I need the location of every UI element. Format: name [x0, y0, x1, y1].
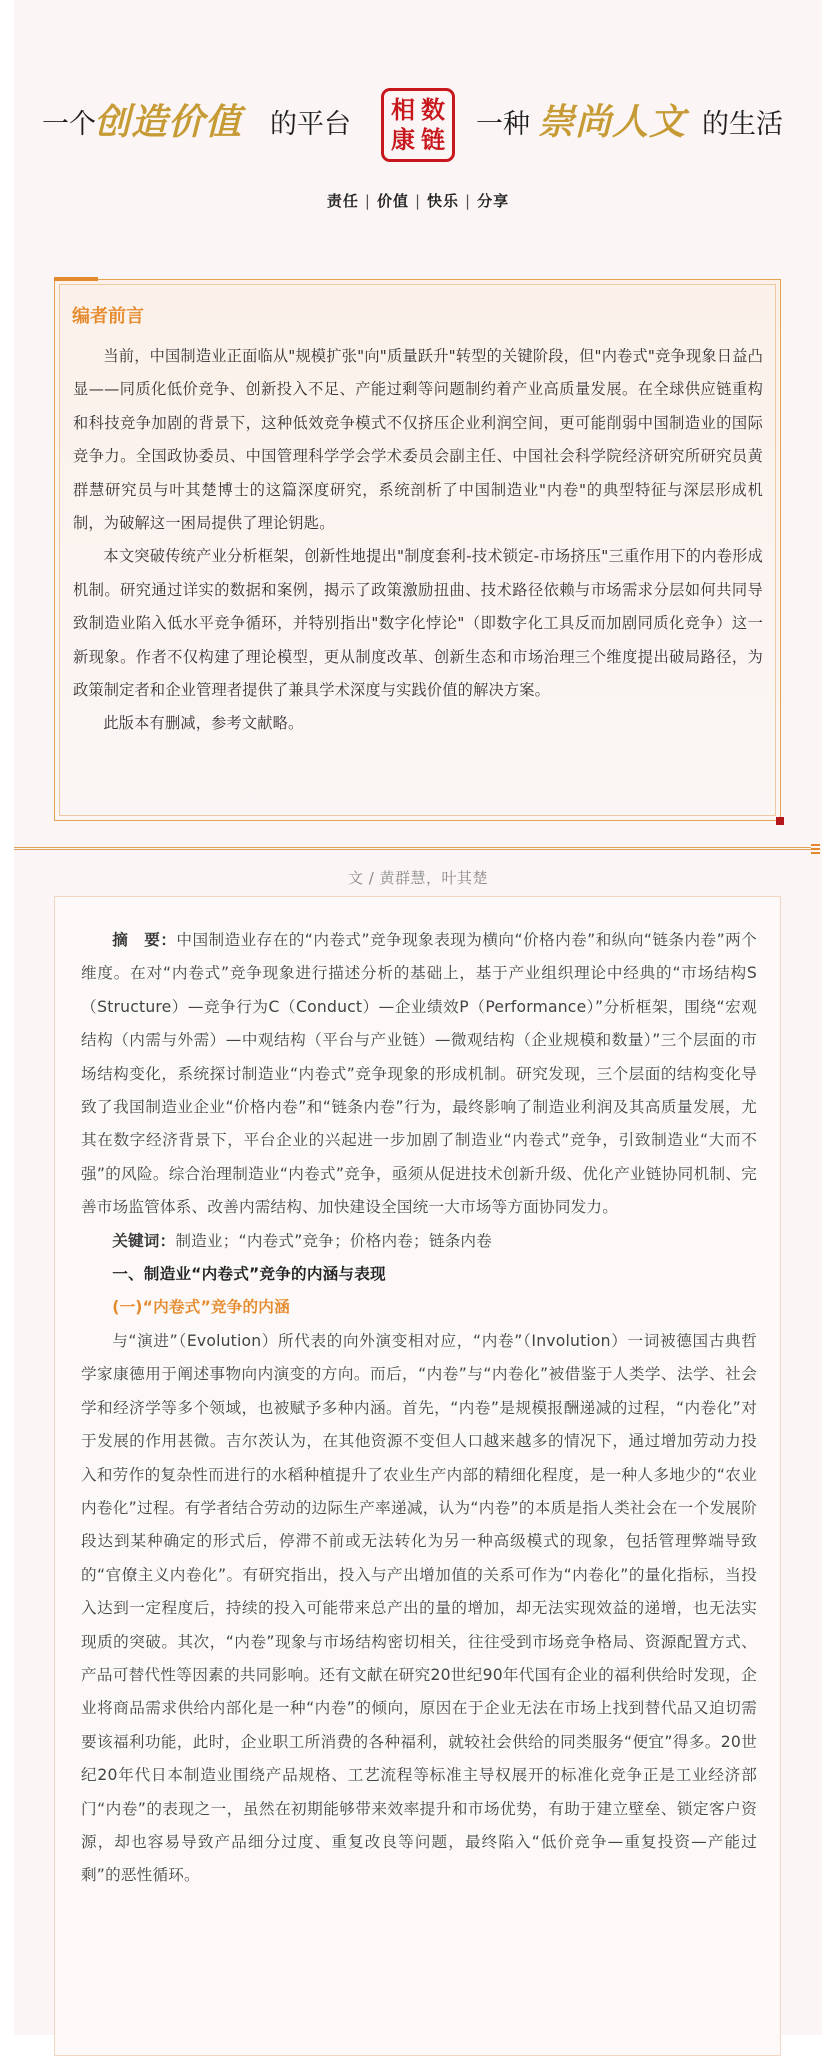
body-paragraph: 与“演进”（Evolution）所代表的向外演变相对应，“内卷”（Involution）一词被德国古典哲学家康德用于阐述事物向内演变的方向。而后，“内卷”与“内卷化”被借鉴于人类学、法学、社会学和经济学等多个领域，也被赋予多种内涵。首先，“内卷”是规模报酬递减的过程，“内卷化”对于发展的作用甚微。吉尔茨认为，在其他资源不变但人口越来越多的情况下，通过增加劳动力投入和劳作的复杂性而进行的水稻种植提升了农业生产内部的精细化程度，是一种人多地少的“农业内卷化”过程。有学者结合劳动的边际生产率递减，认为“内卷”的本质是指人类社会在一个发展阶段达到某种确定的形式后，停滞不前或无法转化为另一种高级模式的现象，包括管理弊端导致的“官僚主义内卷化”。有研究指出，投入与产出增加值的关系可作为“内卷化”的量化指标，当投入达到一定程度后，持续的投入可能带来总产出的量的增加，却无法实现效益的递增，也无法实现质的突破。其次，“内卷”现象与市场结构密切相关，往往受到市场竞争格局、资源配置方式、产品可替代性等因素的共同影响。还有文献在研究20世纪90年代国有企业的福利供给时发现，企业将商品需求供给内部化是一种“内卷”的倾向，原因在于企业无法在市场上找到替代品又迫切需要该福利功能，此时，企业职工所消费的各种福利，就较社会供给的同类服务“便宜”得多。20世纪20年代日本制造业围绕产品规格、工艺流程等标准主导权展开的标准化竞争正是工业经济部门“内卷”的表现之一，虽然在初期能够带来效率提升和市场优势，有助于建立壁垒、锁定客户资源，却也容易导致产品细分过度、重复改良等问题，最终陷入“低价竞争—重复投资—产能过剩”的恶性循环。 — [81, 1331, 757, 1885]
editor-note-body — [73, 340, 763, 741]
abstract-label: 摘 要： — [112, 931, 177, 949]
page — [14, 0, 822, 2035]
seal-char: 相 — [391, 95, 415, 124]
tagline-item: 分享 — [477, 192, 510, 210]
slogan-left-prefix: 一个 — [42, 109, 96, 140]
author-byline: 文 / 黄群慧，叶其楚 — [347, 869, 489, 887]
seal-char: 链 — [421, 125, 445, 154]
slogan-right-suffix: 的生活 — [702, 109, 783, 140]
keywords-label: 关键词： — [112, 1231, 176, 1250]
box-corner-mark — [776, 817, 784, 825]
editor-note-title: 编者前言 — [72, 306, 144, 327]
slogan-left-suffix: 的平台 — [270, 109, 351, 140]
subsection-heading: (一)“内卷式”竞争的内涵 — [112, 1298, 290, 1317]
section-heading: 一、制造业“内卷式”竞争的内涵与表现 — [112, 1265, 386, 1284]
article-box — [54, 896, 781, 2056]
seal-char: 数 — [421, 95, 445, 124]
divider-end-icon — [811, 844, 820, 854]
tagline-item: 快乐 — [427, 192, 460, 210]
editor-paragraph: 此版本有删减，参考文献略。 — [103, 714, 304, 733]
tagline — [14, 190, 822, 211]
seal-logo — [381, 88, 455, 162]
slogan-left-highlight: 创造价值 — [94, 101, 243, 143]
keywords-text: 制造业；“内卷式”竞争；价格内卷；链条内卷 — [175, 1231, 493, 1250]
seal-char: 康 — [391, 125, 415, 154]
box-accent-bar — [54, 277, 98, 281]
tagline-separator: | — [465, 192, 472, 210]
header-banner — [14, 88, 822, 168]
tagline-item: 价值 — [376, 192, 409, 210]
editor-paragraph: 当前，中国制造业正面临从"规模扩张"向"质量跃升"转型的关键阶段，但"内卷式"竞争现象日益凸显——同质化低价竞争、创新投入不足、产能过剩等问题制约着产业高质量发展。在全球供应链重构和科技竞争加剧的背景下，这种低效竞争模式不仅挤压企业利润空间，更可能削弱中国制造业的国际竞争力。全国政协委员、中国管理科学学会学术委员会副主任、中国社会科学院经济研究所研究员黄群慧研究员与叶其楚博士的这篇深度研究，系统剖析了中国制造业"内卷"的典型特征与深层形成机制，为破解这一困局提供了理论钥匙。 — [73, 347, 763, 533]
tagline-separator: | — [364, 192, 371, 210]
slogan-right-prefix: 一种 — [476, 109, 530, 140]
article-body — [81, 924, 757, 1893]
keywords — [81, 1225, 757, 1258]
editor-note-box — [54, 279, 781, 821]
slogan-right-highlight: 崇尚人文 — [538, 101, 687, 143]
section-divider — [14, 847, 811, 850]
tagline-item: 责任 — [326, 192, 359, 210]
abstract — [81, 924, 757, 1225]
abstract-text: 中国制造业存在的“内卷式”竞争现象表现为横向“价格内卷”和纵向“链条内卷”两个维度。在对“内卷式”竞争现象进行描述分析的基础上，基于产业组织理论中经典的“市场结构S（Structure）—竞争行为C（Conduct）—企业绩效P（Performance）”分析框架，围绕“宏观结构（内需与外需）—中观结构（平台与产业链）—微观结构（企业规模和数量）”三个层面的市场结构变化，系统探讨制造业“内卷式”竞争现象的形成机制。研究发现，三个层面的结构变化导致了我国制造业企业“价格内卷”和“链条内卷”行为，最终影响了制造业利润及其高质量发展，尤其在数字经济背景下，平台企业的兴起进一步加剧了制造业“内卷式”竞争，引致制造业“大而不强”的风险。综合治理制造业“内卷式”竞争，亟须从促进技术创新升级、优化产业链协同机制、完善市场监管体系、改善内需结构、加快建设全国统一大市场等方面协同发力。 — [81, 931, 757, 1217]
editor-paragraph: 本文突破传统产业分析框架，创新性地提出"制度套利-技术锁定-市场挤压"三重作用下的内卷形成机制。研究通过详实的数据和案例，揭示了政策激励扭曲、技术路径依赖与市场需求分层如何共同导致制造业陷入低水平竞争循环，并特别指出"数字化悖论"（即数字化工具反而加剧同质化竞争）这一新现象。作者不仅构建了理论模型，更从制度改革、创新生态和市场治理三个维度提出破局路径，为政策制定者和企业管理者提供了兼具学术深度与实践价值的解决方案。 — [73, 547, 763, 700]
tagline-separator: | — [414, 192, 422, 210]
